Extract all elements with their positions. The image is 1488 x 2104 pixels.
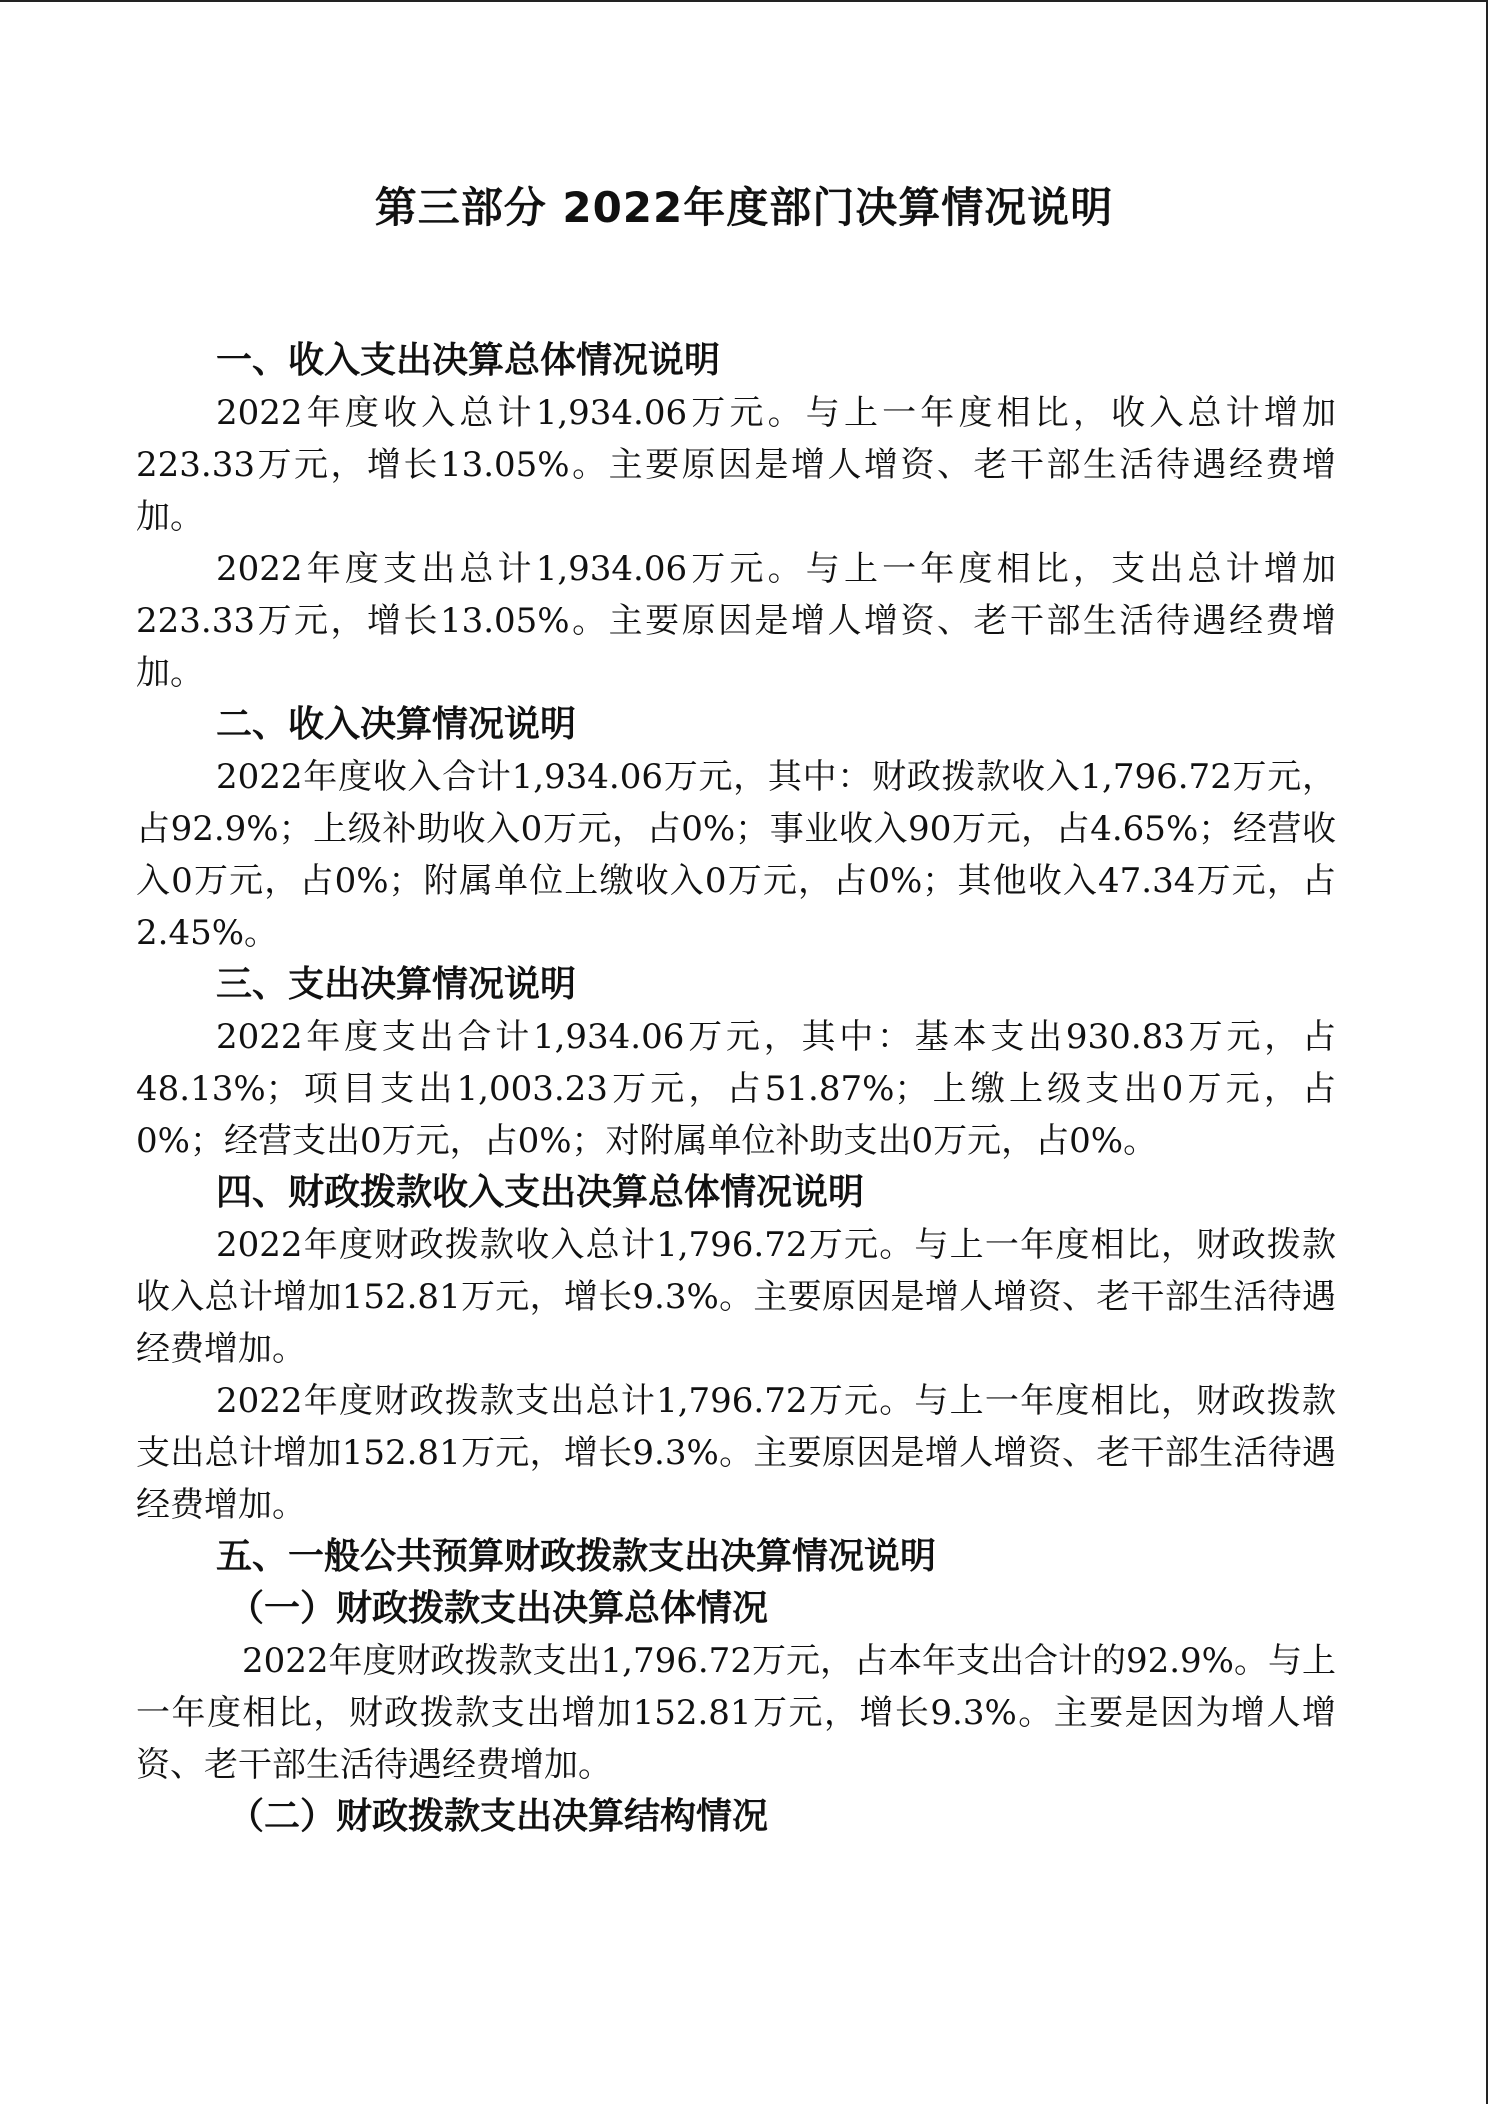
paragraph-fiscal-overall: 2022年度财政拨款支出1,796.72万元，占本年支出合计的92.9%。与上一年度相比，财政拨款支出增加152.81万元，增长9.3%。主要是因为增人增资、老干部生活待遇经费增加。 [136, 1641, 1336, 1785]
document-body [136, 335, 1336, 1843]
section-heading-1: 一、收入支出决算总体情况说明 [216, 340, 721, 381]
document-title: 第三部分 2022年度部门决算情况说明 [374, 183, 1114, 232]
subsection-heading-2: （二）财政拨款支出决算结构情况 [228, 1796, 769, 1837]
section-heading-2: 二、收入决算情况说明 [216, 704, 577, 745]
paragraph-income-detail: 2022年度收入合计1,934.06万元，其中：财政拨款收入1,796.72万元，占92.9%；上级补助收入0万元，占0%；事业收入90万元，占4.65%；经营收入0万元，占0%；附属单位上缴收入0万元，占0%；其他收入47.34万元，占2.45%。 [136, 757, 1336, 953]
section-heading-5: 五、一般公共预算财政拨款支出决算情况说明 [216, 1536, 937, 1577]
section-heading-4: 四、财政拨款收入支出决算总体情况说明 [216, 1172, 865, 1213]
paragraph-fiscal-expense: 2022年度财政拨款支出总计1,796.72万元。与上一年度相比，财政拨款支出总计增加152.81万元，增长9.3%。主要原因是增人增资、老干部生活待遇经费增加。 [136, 1381, 1336, 1525]
page-top-border [0, 0, 1488, 2]
paragraph-income-total: 2022年度收入总计1,934.06万元。与上一年度相比，收入总计增加223.33万元，增长13.05%。主要原因是增人增资、老干部生活待遇经费增加。 [136, 393, 1336, 537]
paragraph-expense-total: 2022年度支出总计1,934.06万元。与上一年度相比，支出总计增加223.33万元，增长13.05%。主要原因是增人增资、老干部生活待遇经费增加。 [136, 549, 1336, 693]
paragraph-fiscal-income: 2022年度财政拨款收入总计1,796.72万元。与上一年度相比，财政拨款收入总计增加152.81万元，增长9.3%。主要原因是增人增资、老干部生活待遇经费增加。 [136, 1225, 1336, 1369]
paragraph-expense-detail: 2022年度支出合计1,934.06万元，其中：基本支出930.83万元，占48.13%；项目支出1,003.23万元，占51.87%；上缴上级支出0万元，占0%；经营支出0万元，占0%；对附属单位补助支出0万元，占0%。 [136, 1017, 1336, 1161]
section-heading-3: 三、支出决算情况说明 [216, 964, 577, 1005]
subsection-heading-1: （一）财政拨款支出决算总体情况 [228, 1588, 769, 1629]
